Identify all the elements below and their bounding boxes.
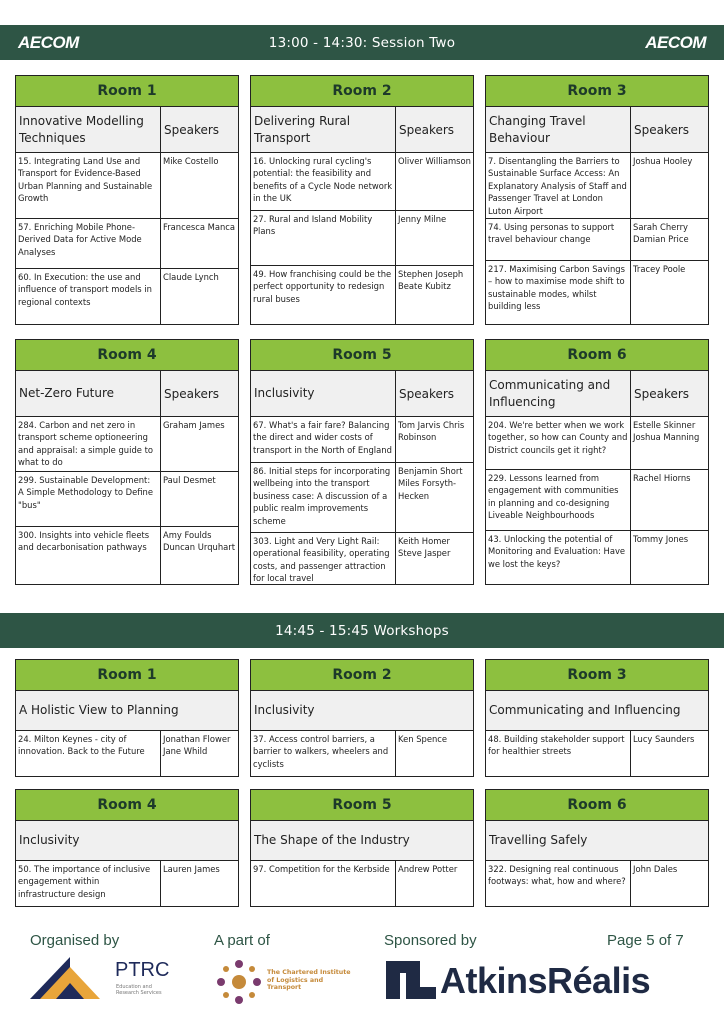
room-topic: Travelling Safely [489,833,588,847]
atkinsrealis-logo-text: AtkinsRéalis [440,960,651,1001]
talk-row [16,731,238,776]
talk-row [486,219,708,261]
talk-row [16,219,238,269]
talk-row [251,211,473,266]
talk-speakers: Joshua Hooley [633,156,693,166]
talk-speakers: Tracey Poole [633,264,686,274]
room-topic: Delivering Rural Transport [251,107,396,152]
room-topic: Net-Zero Future [16,371,161,416]
session-room-1 [15,75,239,325]
room-topic-header [16,691,238,731]
aecom-logo-left: AECOM [18,33,79,52]
talk-title: 284. Carbon and net zero in transport scheme optioneering and appraisal: a simple guide to what to do [16,417,161,471]
talk-title: 37. Access control barriers, a barrier to walkers, wheelers and cyclists [251,731,396,776]
room-title: Room 6 [486,340,708,371]
talk-row [251,731,473,776]
talk-title: 67. What's a fair fare? Balancing the direct and wider costs of transport in the North of England [251,417,396,462]
talk-title: 43. Unlocking the potential of Monitoring and Evaluation: Have we lost the keys? [486,531,631,584]
room-topic: Inclusivity [251,371,396,416]
talk-speakers: Graham James [163,420,225,430]
talk-row [486,261,708,324]
talk-title: 229. Lessons learned from engagement with communities in planning and co-designing Liveable Neighbourhoods [486,470,631,530]
talk-title: 60. In Execution: the use and influence of transport models in regional contexts [16,269,161,324]
room-topic-header [16,371,238,417]
room-topic: The Shape of the Industry [254,833,410,847]
talk-speakers: Andrew Potter [398,864,458,874]
talk-row [251,861,473,906]
talk-speakers: Jonathan Flower Jane Whild [163,734,231,757]
workshop-room-1 [15,659,239,777]
atkinsrealis-logo-icon [386,961,438,1001]
talk-row [16,269,238,324]
room-topic: A Holistic View to Planning [19,703,179,717]
room-title: Room 6 [486,790,708,821]
session-room-2 [250,75,474,325]
speakers-label: Speakers [634,122,690,137]
room-topic-header [486,821,708,861]
talk-speakers: Claude Lynch [163,272,219,282]
speakers-label: Speakers [164,122,220,137]
session-room-5 [250,339,474,585]
room-title: Room 4 [16,790,238,821]
talk-row [251,533,473,584]
talk-speakers: Francesca Manca [163,222,236,232]
talk-row [16,417,238,472]
talk-row [16,861,238,906]
talk-title: 7. Disentangling the Barriers to Sustainable Surface Access: An Explanatory Analysis of Staff and Passenger Travel at London Luton Airport [486,153,631,218]
talk-speakers: Benjamin Short Miles Forsyth-Hecken [398,466,463,501]
workshop-room-4 [15,789,239,907]
talk-row [251,463,473,533]
workshop-room-6 [485,789,709,907]
room-topic-header [251,107,473,153]
talk-title: 16. Unlocking rural cycling's potential: the feasibility and benefits of a Cycle Node network in the UK [251,153,396,210]
room-topic-header [486,107,708,153]
sponsored-by-label: Sponsored by [384,932,477,949]
talk-speakers: Oliver Williamson [398,156,471,166]
session-room-4 [15,339,239,585]
organised-by-label: Organised by [30,932,120,949]
room-title: Room 5 [251,790,473,821]
room-topic: Changing Travel Behaviour [486,107,631,152]
talk-speakers: Amy Foulds Duncan Urquhart [163,530,235,553]
talk-title: 300. Insights into vehicle fleets and decarbonisation pathways [16,527,161,584]
speakers-label: Speakers [399,386,455,401]
workshop-room-3 [485,659,709,777]
talk-title: 50. The importance of inclusive engagement within infrastructure design [16,861,161,906]
room-topic: Inclusivity [254,703,315,717]
talk-title: 97. Competition for the Kerbside [251,861,396,906]
talk-row [251,266,473,324]
talk-speakers: Rachel Hiorns [633,473,691,483]
room-topic: Communicating and Influencing [486,371,631,416]
workshops-title: 14:45 - 15:45 Workshops [275,623,449,639]
talk-speakers: Tom Jarvis Chris Robinson [398,420,465,443]
ptrc-logo-text: PTRC [115,959,170,981]
room-title: Room 3 [486,660,708,691]
talk-row [251,153,473,211]
room-title: Room 1 [16,76,238,107]
speakers-label: Speakers [164,386,220,401]
talk-speakers: Lauren James [163,864,220,874]
room-topic-header [251,691,473,731]
room-topic: Communicating and Influencing [489,703,681,717]
talk-speakers: Jenny Milne [398,214,447,224]
talk-speakers: Mike Costello [163,156,219,166]
cilt-logo-text: The Chartered Institute of Logistics and Transport [267,969,351,991]
talk-title: 74. Using personas to support travel behaviour change [486,219,631,260]
talk-title: 27. Rural and Island Mobility Plans [251,211,396,265]
talk-title: 24. Milton Keynes - city of innovation. Back to the Future [16,731,161,776]
talk-speakers: Sarah Cherry Damian Price [633,222,689,245]
talk-speakers: Stephen Joseph Beate Kubitz [398,269,464,292]
talk-title: 86. Initial steps for incorporating wellbeing into the transport business case: A discussion of a public realm improvements scheme [251,463,396,532]
aecom-logo-right: AECOM [645,33,706,52]
workshop-room-5 [250,789,474,907]
room-topic: Innovative Modelling Techniques [16,107,161,152]
session-room-3 [485,75,709,325]
room-title: Room 2 [251,660,473,691]
talk-title: 204. We're better when we work together, so how can County and District councils get it right? [486,417,631,469]
room-title: Room 2 [251,76,473,107]
room-title: Room 1 [16,660,238,691]
talk-speakers: Estelle Skinner Joshua Manning [633,420,700,443]
ptrc-logo-icon [30,957,110,1001]
talk-row [16,527,238,584]
session-header-band [0,25,724,60]
room-topic-header [16,107,238,153]
talk-title: 303. Light and Very Light Rail: operational feasibility, operating costs, and passenger attraction for local travel [251,533,396,584]
cilt-logo-icon [215,958,263,1006]
page-number: Page 5 of 7 [607,932,684,949]
talk-row [486,531,708,584]
talk-row [486,731,708,776]
talk-title: 217. Maximising Carbon Savings – how to maximise mode shift to sustainable modes, whilst building less [486,261,631,324]
room-title: Room 5 [251,340,473,371]
room-topic-header [251,821,473,861]
talk-row [251,417,473,463]
session-two-title: 13:00 - 14:30: Session Two [268,35,456,51]
workshops-header-band [0,613,724,648]
talk-title: 15. Integrating Land Use and Transport for Evidence-Based Urban Planning and Sustainable Growth [16,153,161,218]
talk-speakers: Keith Homer Steve Jasper [398,536,451,559]
talk-title: 48. Building stakeholder support for healthier streets [486,731,631,776]
room-topic-header [486,691,708,731]
room-topic-header [251,371,473,417]
session-room-6 [485,339,709,585]
talk-title: 322. Designing real continuous footways: what, how and where? [486,861,631,906]
talk-speakers: Paul Desmet [163,475,216,485]
talk-speakers: Tommy Jones [633,534,689,544]
talk-row [486,470,708,531]
room-title: Room 4 [16,340,238,371]
talk-speakers: Ken Spence [398,734,448,744]
talk-row [16,153,238,219]
speakers-label: Speakers [399,122,455,137]
room-topic-header [16,821,238,861]
talk-row [16,472,238,527]
talk-speakers: Lucy Saunders [633,734,695,744]
a-part-of-label: A part of [214,932,270,949]
talk-title: 299. Sustainable Development: A Simple Methodology to Define "bus" [16,472,161,526]
talk-row [486,417,708,470]
ptrc-logo-subtext: Education and Research Services [116,984,162,996]
room-topic: Inclusivity [19,833,80,847]
room-title: Room 3 [486,76,708,107]
talk-row [486,861,708,906]
talk-title: 57. Enriching Mobile Phone-Derived Data for Active Mode Analyses [16,219,161,268]
talk-speakers: John Dales [633,864,678,874]
workshop-room-2 [250,659,474,777]
speakers-label: Speakers [634,386,690,401]
talk-title: 49. How franchising could be the perfect opportunity to redesign rural buses [251,266,396,324]
talk-row [486,153,708,219]
room-topic-header [486,371,708,417]
